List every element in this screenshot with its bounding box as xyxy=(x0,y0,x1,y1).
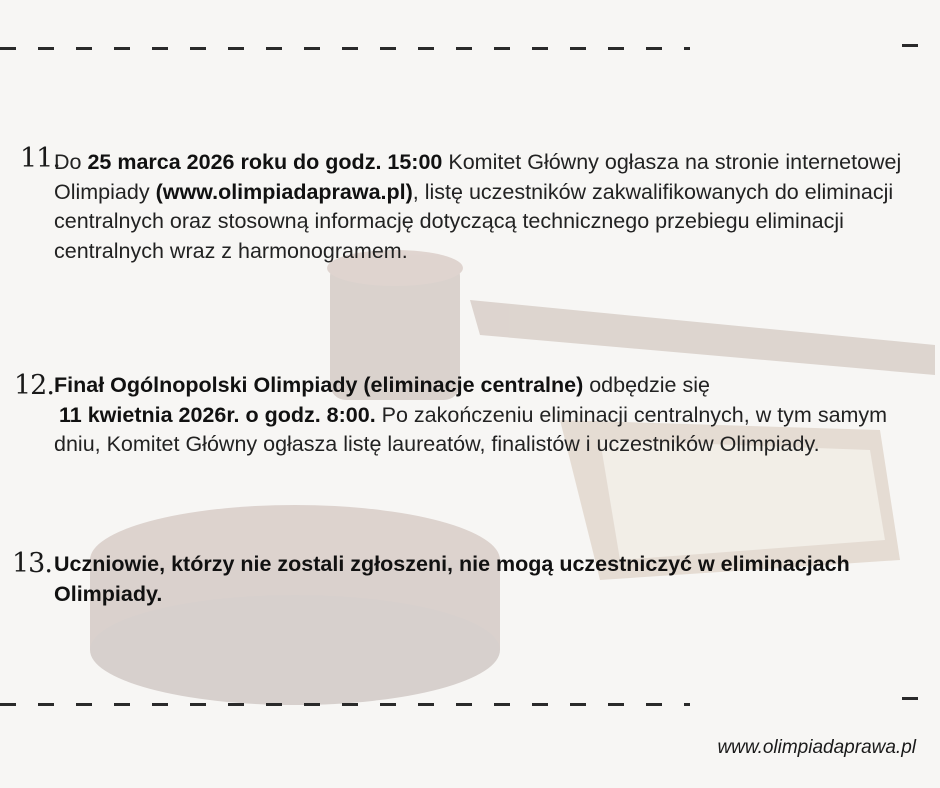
text-run: , listę uczestników zakwalifikowanych do eliminacji centralnych oraz stosowną informację dotyczącą technicznego przebiegu eliminacji centralnych wraz z harmonogramem. xyxy=(54,179,894,263)
text-run: Komitet Główny ogłasza na stronie internetowej Olimpiady xyxy=(54,150,902,204)
date-emphasis: 25 marca 2026 roku do godz. 15:00 xyxy=(87,150,443,174)
date-emphasis: 11 kwietnia 2026r. o godz. 8:00. xyxy=(59,402,376,427)
item-text xyxy=(54,371,914,460)
top-dashed-divider xyxy=(0,47,690,50)
item-text xyxy=(54,550,874,609)
text-run: Po zakończeniu eliminacji centralnych, w tym samym dniu, Komitet Główny ogłasza listę laureatów, finalistów i uczestników Olimpiady. xyxy=(54,402,888,456)
item-number: 11. xyxy=(20,143,60,174)
item-text xyxy=(54,148,914,266)
notice-emphasis: Uczniowie, którzy nie zostali zgłoszeni, nie mogą uczestniczyć w eliminacjach Olimpiady. xyxy=(54,552,850,606)
item-number: 13. xyxy=(12,548,52,579)
top-right-dashes xyxy=(902,44,940,47)
text-run: odbędzie się xyxy=(583,373,710,397)
bottom-right-dashes xyxy=(902,697,940,700)
footer-website-url: www.olimpiadaprawa.pl xyxy=(717,737,916,758)
item-number: 12. xyxy=(14,370,54,401)
final-emphasis: Finał Ogólnopolski Olimpiady (eliminacje centralne) xyxy=(54,373,584,397)
text-run: Do xyxy=(54,150,88,174)
website-emphasis: (www.olimpiadaprawa.pl) xyxy=(155,179,413,204)
bottom-dashed-divider xyxy=(0,703,690,706)
